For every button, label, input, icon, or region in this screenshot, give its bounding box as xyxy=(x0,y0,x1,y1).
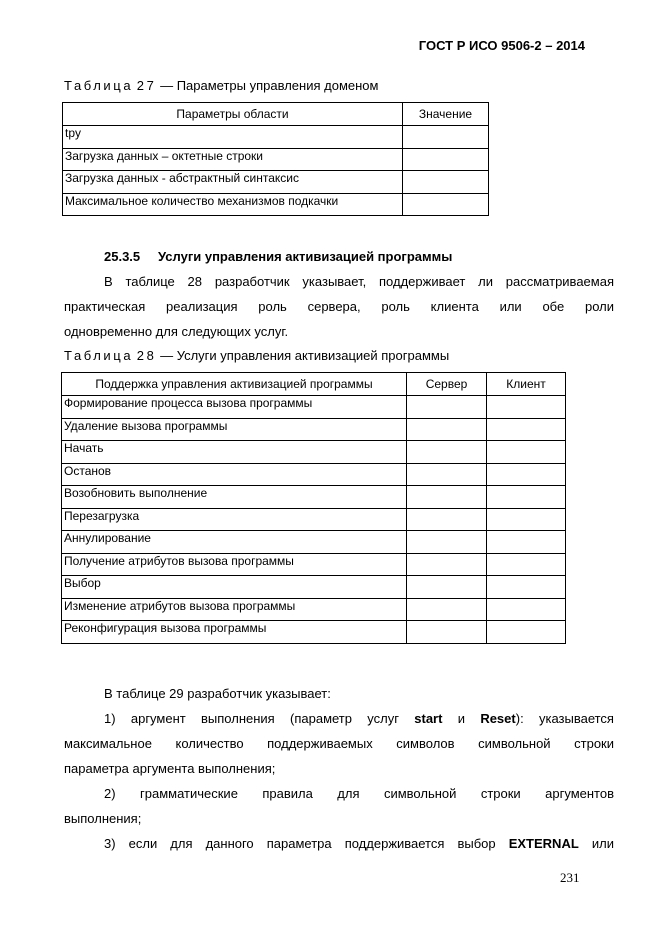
table-row xyxy=(62,598,566,621)
table27-caption-title: — Параметры управления доменом xyxy=(160,78,379,93)
table28-client-cell xyxy=(487,463,566,486)
table-row xyxy=(62,508,566,531)
section-heading xyxy=(104,249,452,264)
table27 xyxy=(62,102,489,216)
section-number: 25.3.5 xyxy=(104,249,141,264)
table-row xyxy=(62,531,566,554)
table28-caption-title: — Услуги управления активизацией программы xyxy=(160,348,450,363)
table28-header-row xyxy=(62,373,566,396)
table27-caption-num: 27 xyxy=(136,78,157,93)
table28-caption-word: Таблица xyxy=(64,348,134,363)
item1-and: и xyxy=(457,711,466,726)
table27-col-param: Параметры области xyxy=(63,103,403,126)
table-row xyxy=(62,441,566,464)
item3-line1 xyxy=(64,831,614,856)
table27-row-label: tpy xyxy=(63,126,403,149)
table28-row-label: Формирование процесса вызова программы xyxy=(62,396,407,419)
table28-col-server: Сервер xyxy=(407,373,487,396)
table28-client-cell xyxy=(487,576,566,599)
paragraph-line: В таблице 28 разработчик указывает, поддерживает ли рассматриваемая xyxy=(104,274,614,289)
table27-row-label: Загрузка данных - абстрактный синтаксис xyxy=(63,171,403,194)
table28-client-cell xyxy=(487,396,566,419)
table28-row-label: Изменение атрибутов вызова программы xyxy=(62,598,407,621)
table27-value-cell xyxy=(403,126,489,149)
page-number: 231 xyxy=(560,870,580,885)
table28-row-label: Аннулирование xyxy=(62,531,407,554)
item1-line1 xyxy=(64,706,614,731)
table28-row-label: Удаление вызова программы xyxy=(62,418,407,441)
table28-client-cell xyxy=(487,508,566,531)
table-row xyxy=(62,553,566,576)
table28-server-cell xyxy=(407,531,487,554)
table28-server-cell xyxy=(407,621,487,644)
table28-row-label: Реконфигурация вызова программы xyxy=(62,621,407,644)
paragraph-line: одновременно для следующих услуг. xyxy=(64,324,289,339)
table27-header-row xyxy=(63,103,489,126)
table28-row-label: Начать xyxy=(62,441,407,464)
table27-row-label: Максимальное количество механизмов подкачки xyxy=(63,193,403,216)
table27-value-cell xyxy=(403,193,489,216)
item2-line1: 2) грамматические правила для символьной строки аргументов xyxy=(104,786,614,801)
table28-row-label: Выбор xyxy=(62,576,407,599)
table28-col-client: Клиент xyxy=(487,373,566,396)
item3-text-b: или xyxy=(591,836,614,851)
table-row xyxy=(62,418,566,441)
table-row xyxy=(63,193,489,216)
table28 xyxy=(61,372,566,644)
section-title: Услуги управления активизацией программы xyxy=(158,249,453,264)
table28-client-cell xyxy=(487,486,566,509)
table-row xyxy=(62,621,566,644)
item1-text-a: 1) аргумент выполнения (параметр услуг xyxy=(104,711,399,726)
item1-reset: Reset xyxy=(480,711,516,726)
table27-caption-word: Таблица xyxy=(64,78,134,93)
table28-server-cell xyxy=(407,418,487,441)
table28-caption xyxy=(64,348,449,363)
table28-client-cell xyxy=(487,598,566,621)
item1-line3: параметра аргумента выполнения; xyxy=(64,761,276,776)
table28-caption-num: 28 xyxy=(136,348,157,363)
table27-value-cell xyxy=(403,148,489,171)
body-intro: В таблице 29 разработчик указывает: xyxy=(104,686,331,701)
table-row xyxy=(62,463,566,486)
item2-line2: выполнения; xyxy=(64,811,142,826)
table-row xyxy=(62,396,566,419)
table28-row-label: Перезагрузка xyxy=(62,508,407,531)
item3-external: EXTERNAL xyxy=(508,836,579,851)
table28-client-cell xyxy=(487,531,566,554)
item1-text-b: ): указывается xyxy=(515,711,614,726)
table28-client-cell xyxy=(487,553,566,576)
table28-server-cell xyxy=(407,508,487,531)
table-row xyxy=(62,486,566,509)
paragraph-line: практическая реализация роль сервера, роль клиента или обе роли xyxy=(64,299,614,314)
section-paragraph xyxy=(64,269,614,344)
table28-client-cell xyxy=(487,418,566,441)
table28-client-cell xyxy=(487,621,566,644)
table28-col-support: Поддержка управления активизацией программы xyxy=(62,373,407,396)
table28-server-cell xyxy=(407,463,487,486)
table28-server-cell xyxy=(407,486,487,509)
table28-server-cell xyxy=(407,576,487,599)
table-row xyxy=(63,171,489,194)
table27-row-label: Загрузка данных – октетные строки xyxy=(63,148,403,171)
item1-start: start xyxy=(414,711,443,726)
table-row xyxy=(63,148,489,171)
document-header: ГОСТ Р ИСО 9506-2 – 2014 xyxy=(418,38,585,53)
table28-server-cell xyxy=(407,553,487,576)
table27-col-value: Значение xyxy=(403,103,489,126)
table-row xyxy=(62,576,566,599)
table27-caption xyxy=(64,78,378,93)
body-text xyxy=(64,681,614,856)
table28-row-label: Получение атрибутов вызова программы xyxy=(62,553,407,576)
table28-server-cell xyxy=(407,441,487,464)
table28-server-cell xyxy=(407,396,487,419)
table28-row-label: Возобновить выполнение xyxy=(62,486,407,509)
item1-line2: максимальное количество поддерживаемых символов символьной строки xyxy=(64,736,614,751)
table-row xyxy=(63,126,489,149)
item3-text-a: 3) если для данного параметра поддерживается выбор xyxy=(104,836,496,851)
table28-server-cell xyxy=(407,598,487,621)
table28-client-cell xyxy=(487,441,566,464)
table28-row-label: Останов xyxy=(62,463,407,486)
table27-value-cell xyxy=(403,171,489,194)
